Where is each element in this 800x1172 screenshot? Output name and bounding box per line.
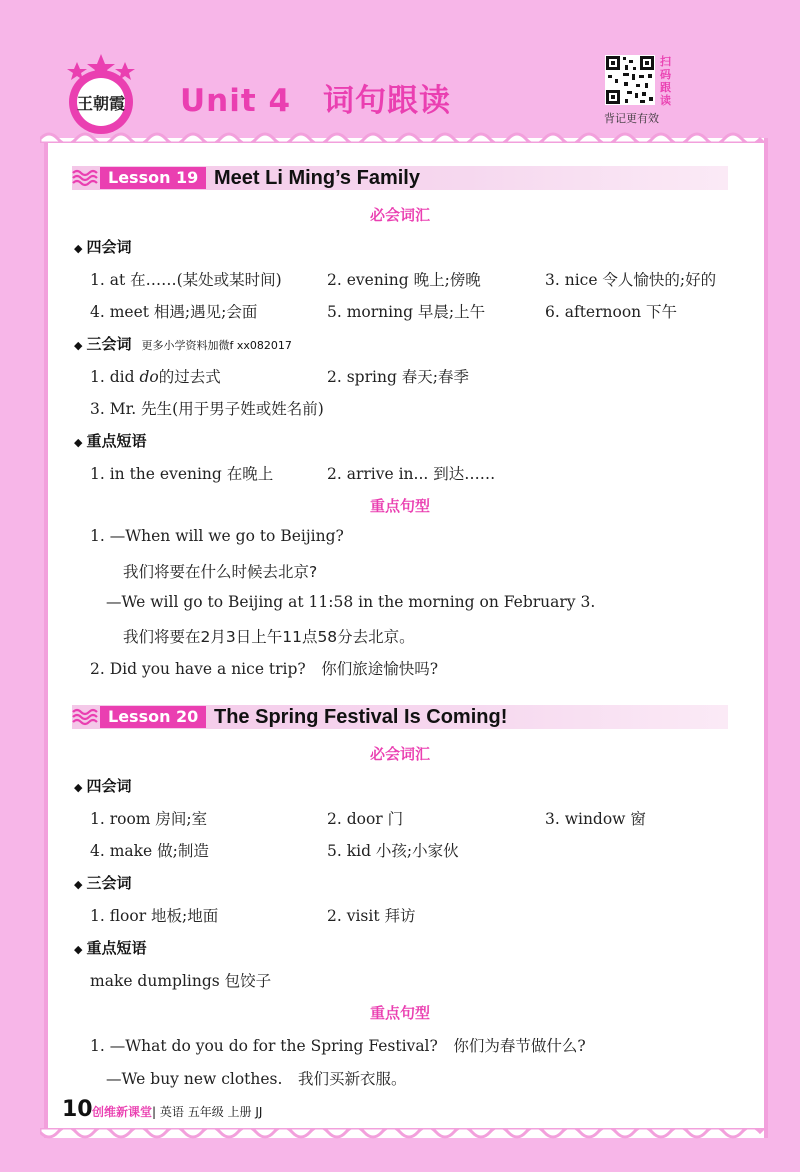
vocab-item: 4. meet 相遇;遇见;会面 [90,303,258,321]
vocab-item: 2. door 门 [327,810,404,828]
category-heading: ◆ 三会词 [74,874,132,892]
section-title-sentences: 重点句型 [369,497,430,515]
phrase-item: make dumplings 包饺子 [90,972,272,990]
lesson-badge: Lesson 20 [100,706,206,728]
section-title-sentences: 重点句型 [369,1004,430,1022]
publisher-logo [55,50,147,138]
diamond-bullet-icon: ◆ [74,781,83,794]
vocab-item: 4. make 做;制造 [90,842,209,860]
vocab-item: 6. afternoon 下午 [545,303,678,321]
footer-text [92,1103,262,1120]
diamond-bullet-icon: ◆ [74,242,83,255]
phrase-item: 2. arrive in... 到达…… [327,465,496,483]
wave-lines-icon [72,168,98,188]
category-heading: ◆ 重点短语 [74,432,147,450]
vocab-item: 5. kid 小孩;小家伙 [327,842,459,860]
vocab-item: 1. room 房间;室 [90,810,208,828]
sentence-line: 1. —When will we go to Beijing? [90,527,344,545]
section-title-vocab: 必会词汇 [369,206,430,224]
bottom-wave-border [40,1128,764,1146]
vocab-item: 2. evening 晚上;傍晚 [327,271,481,289]
sentence-line: —We buy new clothes. 我们买新衣服。 [106,1070,407,1088]
category-heading: ◆ 四会词 [74,777,132,795]
page-number: 10 [62,1097,93,1122]
vocab-item: 3. window 窗 [545,810,646,828]
category-heading: ◆ 三会词 更多小学资料加微f xx082017 [74,335,292,353]
section-title-vocab: 必会词汇 [369,745,430,763]
vocab-item: 1. floor 地板;地面 [90,907,219,925]
lesson-badge: Lesson 19 [100,167,206,189]
vocab-item: 2. visit 拜访 [327,907,416,925]
qr-side-label: 扫码跟读 [660,55,671,107]
lesson-20-header [72,705,728,729]
vocab-item: 3. nice 令人愉快的;好的 [545,271,717,289]
lesson-title: Meet Li Ming’s Family [214,167,420,189]
diamond-bullet-icon: ◆ [74,878,83,891]
sentence-translation: 我们将要在2月3日上午11点58分去北京。 [123,628,415,646]
top-wave-border [40,125,764,143]
promo-note: 更多小学资料加微f xx082017 [141,339,292,352]
phrase-item: 1. in the evening 在晚上 [90,465,274,483]
sentence-line: —We will go to Beijing at 11:58 in the morning on February 3. [106,593,596,611]
lesson-19-header [72,166,728,190]
vocab-item: 3. Mr. 先生(用于男子姓或姓名前) [90,400,324,418]
vocab-item: 1. did do的过去式 [90,368,221,386]
svg-text:王朝霞: 王朝霞 [76,94,126,113]
sentence-translation: 我们将要在什么时候去北京? [123,563,318,581]
vocab-item: 5. morning 早晨;上午 [327,303,486,321]
diamond-bullet-icon: ◆ [74,943,83,956]
sentence-line: 1. —What do you do for the Spring Festival? 你们为春节做什么? [90,1037,586,1055]
category-heading: ◆ 重点短语 [74,939,147,957]
diamond-bullet-icon: ◆ [74,339,83,352]
qr-code-icon[interactable] [605,55,655,105]
unit-title: Unit 4 词句跟读 [180,83,452,119]
footer-info: | 英语 五年级 上册 JJ [152,1105,263,1119]
sentence-line: 2. Did you have a nice trip? 你们旅途愉快吗? [90,660,439,678]
category-heading: ◆ 四会词 [74,238,132,256]
footer-brand: 创维新课堂 [92,1105,153,1119]
vocab-item: 2. spring 春天;春季 [327,368,470,386]
vocab-item: 1. at 在……(某处或某时间) [90,271,282,289]
qr-caption: 背记更有效 [604,112,659,125]
lesson-title: The Spring Festival Is Coming! [214,706,508,728]
diamond-bullet-icon: ◆ [74,436,83,449]
wave-lines-icon [72,707,98,727]
